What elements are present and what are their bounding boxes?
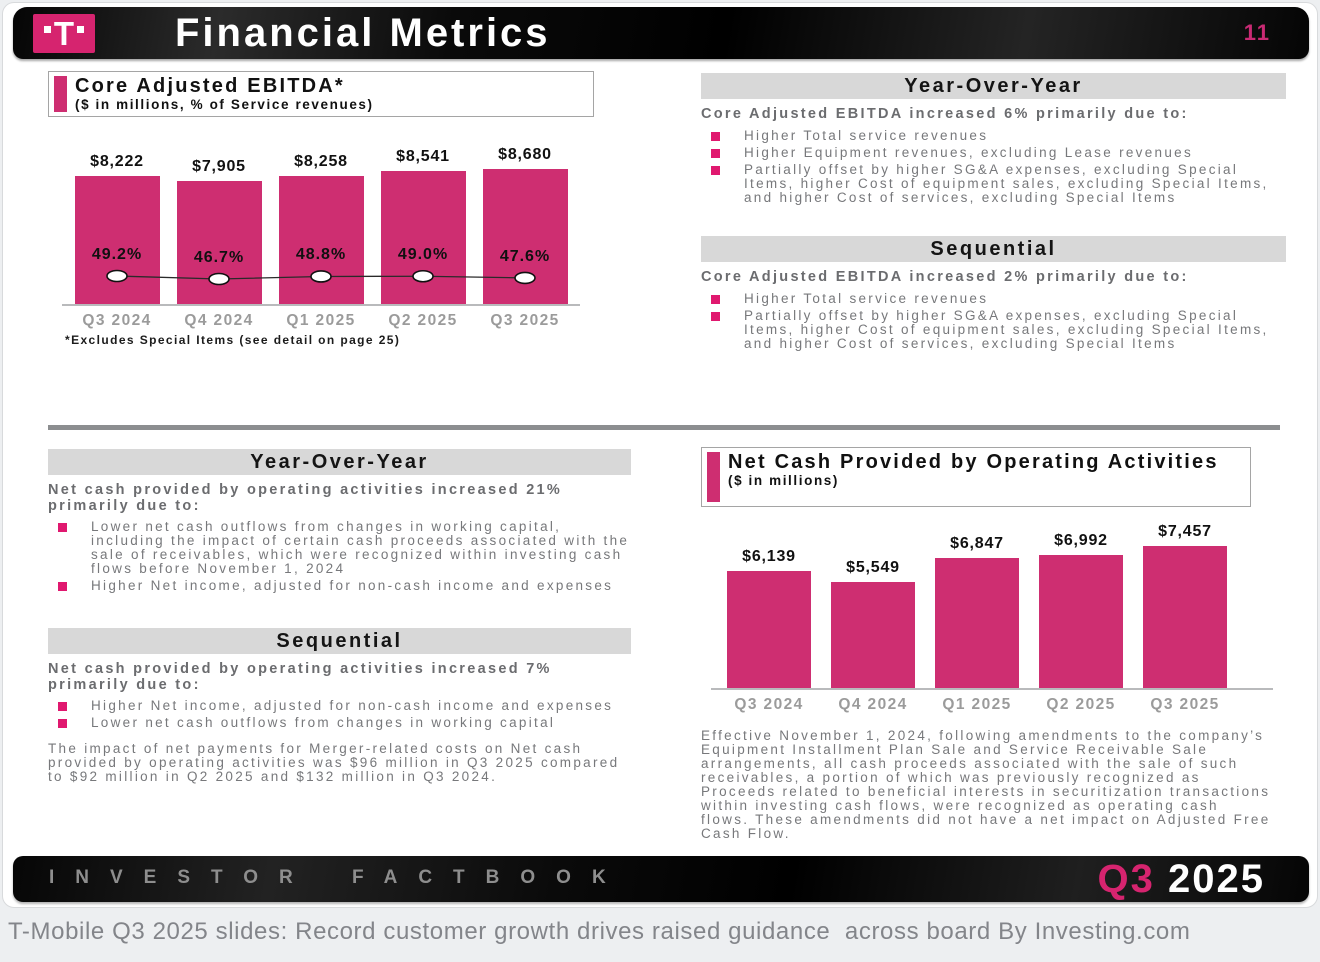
trend-marker-icon — [107, 271, 127, 282]
bullet-square-icon — [58, 702, 67, 711]
bar — [831, 582, 915, 688]
bullet-item: Lower net cash outflows from changes in working capital — [48, 716, 633, 730]
bullet-item: Partially offset by higher SG&A expenses, excluding Special Items, higher Cost of equipment sales, excluding Special Items, and higher Cost of services, excluding Special Items — [701, 163, 1286, 205]
pct-label: 46.7% — [193, 249, 245, 266]
logo-dot-icon — [77, 26, 84, 33]
bullet-square-icon — [58, 523, 67, 532]
bar-value-label: $6,847 — [950, 534, 1004, 552]
bullet-list — [701, 292, 1286, 351]
trend-marker-icon — [311, 271, 331, 282]
bullet-item: Higher Total service revenues — [701, 292, 1286, 306]
bullet-list — [48, 699, 633, 730]
footer-label: INVESTOR FACTBOOK — [49, 867, 627, 888]
section-lead: Net cash provided by operating activities increased 7% primarily due to: — [48, 661, 552, 693]
slide-card — [2, 2, 1318, 908]
page-number: 11 — [1243, 20, 1271, 45]
section-header: Year-Over-Year — [701, 73, 1286, 99]
footer-year: 2025 — [1168, 857, 1265, 901]
x-axis-label: Q4 2024 — [184, 312, 254, 329]
section-header: Sequential — [48, 628, 631, 654]
magenta-accent-bar — [707, 452, 720, 502]
trend-marker-icon — [515, 272, 535, 283]
pct-label: 47.6% — [499, 247, 551, 265]
ebitda-chart-subtitle: ($ in millions, % of Service revenues) — [75, 97, 374, 112]
footer-quarter-badge — [1098, 858, 1265, 900]
trend-marker-icon — [209, 274, 229, 285]
x-axis-label: Q3 2024 — [734, 696, 804, 713]
x-axis-label: Q2 2025 — [1046, 696, 1116, 713]
bullet-item: Partially offset by higher SG&A expenses, excluding Special Items, higher Cost of equipment sales, excluding Special Items, and higher Cost of services, excluding Special Items — [701, 309, 1286, 351]
bullet-square-icon — [711, 132, 720, 141]
bar-value-label: $6,992 — [1054, 531, 1108, 549]
bullet-list — [48, 520, 633, 593]
pct-label: 48.8% — [295, 246, 347, 264]
bar-value-label: $6,139 — [742, 548, 796, 566]
bar-value-label: $8,680 — [498, 146, 552, 163]
cash-bar-chart — [701, 511, 1286, 711]
x-axis-label: Q4 2024 — [838, 696, 908, 713]
x-axis-label: Q3 2024 — [82, 312, 152, 329]
ebitda-footnote: *Excludes Special Items (see detail on page 25) — [65, 333, 401, 347]
bar — [727, 571, 811, 688]
pct-label: 49.0% — [397, 246, 449, 264]
bar-value-label: $7,457 — [1158, 523, 1212, 540]
section-lead: Net cash provided by operating activities increased 21% primarily due to: — [48, 482, 563, 514]
x-axis-label: Q1 2025 — [942, 696, 1012, 713]
footer-bar — [13, 856, 1309, 902]
bullet-list — [701, 129, 1286, 205]
cash-chart-title-box — [701, 447, 1251, 507]
cash-chart-subtitle: ($ in millions) — [728, 473, 840, 488]
bullet-square-icon — [711, 295, 720, 304]
bar-value-label: $5,549 — [846, 559, 900, 577]
merger-costs-note: The impact of net payments for Merger-related costs on Net cash provided by operating activities was $96 million in Q3 2025 compared to $92 million in Q2 2025 and $132 million in Q3 2024. — [48, 741, 620, 784]
receivables-note: Effective November 1, 2024, following amendments to the company’s Equipment Installment Plan Sale and Service Receivable Sale arrangements, all cash proceeds associated with the sale of such receivables, a portion of which was previously recognized as Proceeds related to beneficial interests in securitization transactions within investing cash flows, were recognized as operating cash flows. These amendments did not have a net impact on Adjusted Free Cash Flow. — [701, 728, 1271, 841]
bullet-square-icon — [711, 312, 720, 321]
section-lead: Core Adjusted EBITDA increased 6% primarily due to: — [701, 106, 1189, 122]
header-bar — [13, 7, 1309, 59]
section-header: Year-Over-Year — [48, 449, 631, 475]
t-mobile-logo-icon — [33, 14, 95, 53]
section-lead: Core Adjusted EBITDA increased 2% primarily due to: — [701, 269, 1189, 285]
bullet-item: Higher Equipment revenues, excluding Lease revenues — [701, 146, 1286, 160]
bar-value-label: $7,905 — [192, 158, 246, 176]
pct-trend-line — [48, 119, 594, 334]
axis-line — [711, 688, 1273, 690]
bar — [1039, 555, 1123, 688]
section-yoy-ebitda — [701, 73, 1286, 208]
bullet-item: Higher Total service revenues — [701, 129, 1286, 143]
bullet-square-icon — [58, 719, 67, 728]
bar-value-label: $8,258 — [294, 152, 348, 170]
section-divider — [48, 425, 1280, 430]
magenta-accent-bar — [54, 76, 67, 112]
section-seq-ebitda — [701, 236, 1286, 354]
bar — [935, 558, 1019, 688]
bullet-item: Higher Net income, adjusted for non-cash income and expenses — [48, 579, 633, 593]
logo-letter: T — [53, 15, 75, 52]
ebitda-bar-chart — [48, 119, 594, 334]
cash-chart-title: Net Cash Provided by Operating Activities — [728, 451, 1219, 473]
x-axis-label: Q1 2025 — [286, 312, 356, 329]
page-title: Financial Metrics — [175, 11, 551, 55]
ebitda-chart-title: Core Adjusted EBITDA* — [75, 75, 345, 97]
section-yoy-cash — [48, 449, 633, 596]
section-header: Sequential — [701, 236, 1286, 262]
bullet-square-icon — [58, 582, 67, 591]
bullet-item: Lower net cash outflows from changes in working capital, including the impact of certain cash proceeds associated with the sale of receivables, which were recognized within investing cash flows before November 1, 2024 — [48, 520, 633, 576]
bullet-square-icon — [711, 166, 720, 175]
logo-dot-icon — [44, 26, 51, 33]
x-axis-label: Q2 2025 — [388, 312, 458, 329]
trend-marker-icon — [413, 271, 433, 282]
bullet-square-icon — [711, 149, 720, 158]
ebitda-chart-title-box — [48, 71, 594, 117]
image-caption: T-Mobile Q3 2025 slides: Record customer growth drives raised guidance across board By Investing.com — [8, 918, 1191, 945]
x-axis-label: Q3 2025 — [490, 312, 560, 329]
bar — [1143, 546, 1227, 688]
bar-value-label: $8,541 — [396, 148, 450, 166]
pct-label: 49.2% — [91, 246, 143, 263]
section-seq-cash — [48, 628, 633, 784]
bar-value-label: $8,222 — [90, 153, 144, 171]
x-axis-label: Q3 2025 — [1150, 696, 1220, 713]
footer-quarter: Q3 — [1097, 857, 1155, 901]
bullet-item: Higher Net income, adjusted for non-cash income and expenses — [48, 699, 633, 713]
